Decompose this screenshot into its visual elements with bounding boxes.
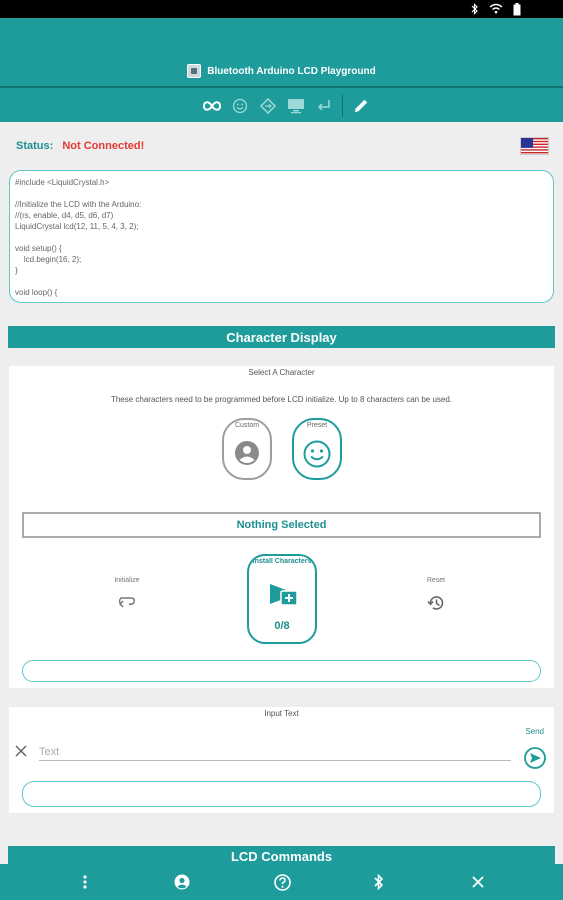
install-label: Install Characters xyxy=(252,558,312,565)
us-flag-icon[interactable] xyxy=(520,137,549,155)
preset-label: Preset xyxy=(306,422,328,429)
input-text-title: Input Text xyxy=(264,709,299,718)
app-title: Bluetooth Arduino LCD Playground xyxy=(207,65,376,77)
lcd-commands-header: LCD Commands xyxy=(8,846,555,866)
app-logo-icon xyxy=(187,64,201,78)
wifi-status-icon xyxy=(489,3,503,15)
bluetooth-status-icon xyxy=(471,3,479,15)
app-bar xyxy=(0,18,563,86)
account-circle-icon xyxy=(234,440,260,471)
toolbar-divider xyxy=(342,95,343,117)
loop-arrow-icon xyxy=(92,594,162,608)
text-input[interactable] xyxy=(39,743,511,761)
diamond-icon[interactable] xyxy=(254,94,282,118)
smiley-icon[interactable] xyxy=(226,94,254,118)
custom-label: Custom xyxy=(234,422,260,429)
bottom-navigation xyxy=(0,864,563,900)
install-count: 0/8 xyxy=(274,620,290,632)
custom-character-button[interactable] xyxy=(222,418,272,480)
monitor-icon[interactable] xyxy=(282,94,310,118)
account-icon[interactable] xyxy=(172,873,192,891)
initialize-label: Initialize xyxy=(114,577,140,584)
status-value: Not Connected! xyxy=(62,140,145,152)
install-to-lcd-icon xyxy=(269,582,299,613)
battery-status-icon xyxy=(513,3,521,16)
send-label: Send xyxy=(525,727,544,736)
character-display-header: Character Display xyxy=(8,326,555,348)
code-editor[interactable]: #include <LiquidCrystal.h> //Initialize the LCD with the Arduino: //(rs, enable, d4, d5, d6, d7) LiquidCrystal lcd(12, 11, 5, 4, 3, 2); void setup() { lcd.begin(16, 2); } void loop() { xyxy=(9,170,554,303)
selected-character-display: Nothing Selected xyxy=(22,512,541,538)
connection-status xyxy=(16,140,144,152)
bluetooth-icon[interactable] xyxy=(369,873,389,891)
reset-button[interactable] xyxy=(401,577,471,612)
clear-text-icon[interactable] xyxy=(15,744,27,762)
initialize-button[interactable] xyxy=(92,577,162,608)
input-text-card xyxy=(9,707,554,813)
help-icon[interactable] xyxy=(272,873,292,891)
character-output-field[interactable] xyxy=(22,660,541,682)
system-status-bar xyxy=(0,0,563,18)
preset-character-button[interactable] xyxy=(292,418,342,480)
character-note: These characters need to be programmed before LCD initialize. Up to 8 characters can be used. xyxy=(110,395,453,404)
status-label: Status: xyxy=(16,140,54,152)
enter-icon[interactable] xyxy=(310,94,338,118)
text-output-field[interactable] xyxy=(22,781,541,807)
mode-toolbar xyxy=(0,86,563,122)
infinity-icon[interactable] xyxy=(198,94,226,118)
character-display-card xyxy=(9,366,554,688)
history-icon xyxy=(401,594,471,612)
smiley-face-icon xyxy=(303,440,331,473)
install-characters-button[interactable] xyxy=(247,554,317,644)
reset-label: Reset xyxy=(426,577,446,584)
select-character-title: Select A Character xyxy=(248,368,315,377)
close-icon[interactable] xyxy=(468,873,488,891)
pencil-icon[interactable] xyxy=(347,94,375,118)
more-icon[interactable] xyxy=(75,873,95,891)
send-icon[interactable] xyxy=(524,747,546,769)
